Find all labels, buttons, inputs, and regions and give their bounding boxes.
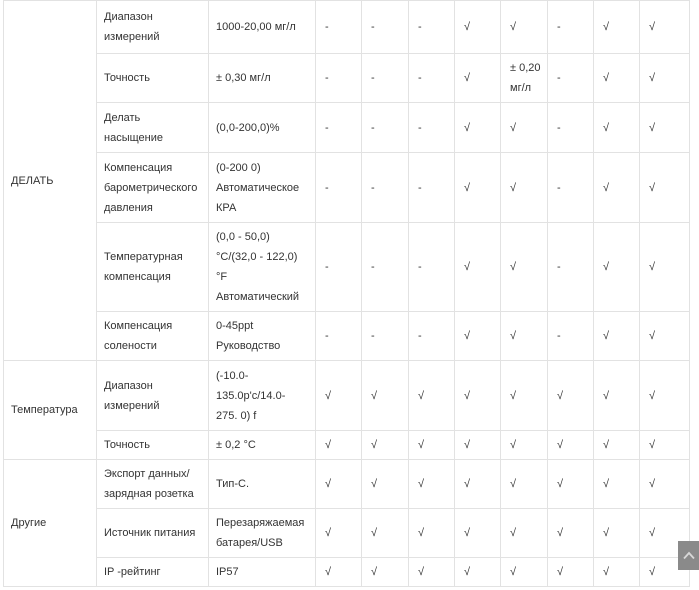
cell-line: Тип-С.	[216, 478, 249, 490]
value-cell	[209, 223, 316, 312]
model-mark-cell: √	[362, 361, 409, 431]
model-mark-cell: √	[594, 223, 640, 312]
model-mark-cell: √	[594, 153, 640, 223]
model-mark-cell: √	[455, 223, 501, 312]
parameter-cell	[97, 103, 209, 153]
model-mark-cell: √	[409, 558, 455, 587]
value-cell	[209, 1, 316, 54]
model-mark-cell: √	[548, 431, 594, 460]
cell-line: ± 0,30 мг/л	[216, 72, 271, 84]
cell-line: измерений	[104, 31, 160, 43]
value-cell	[209, 54, 316, 103]
model-mark-cell: √	[455, 431, 501, 460]
parameter-cell	[97, 312, 209, 361]
cell-line: Руководство	[216, 340, 281, 352]
model-mark-cell: -	[548, 153, 594, 223]
group-name-cell: Температура	[4, 361, 97, 460]
model-mark-cell: √	[455, 103, 501, 153]
model-mark-cell: √	[501, 509, 548, 558]
cell-line: батарея/USB	[216, 537, 283, 549]
model-mark-cell: √	[409, 509, 455, 558]
parameter-cell	[97, 460, 209, 509]
cell-line: Компенсация	[104, 161, 173, 174]
model-mark-cell: √	[640, 312, 690, 361]
model-mark-cell: √	[455, 312, 501, 361]
model-mark-cell: √	[640, 431, 690, 460]
value-cell	[209, 312, 316, 361]
model-mark-cell: √	[362, 460, 409, 509]
model-mark-cell: -	[409, 103, 455, 153]
model-mark-cell: √	[594, 431, 640, 460]
model-mark-cell: √	[455, 558, 501, 587]
model-mark-cell: -	[316, 103, 362, 153]
parameter-cell	[97, 223, 209, 312]
cell-line: компенсация	[104, 271, 171, 283]
model-mark-cell: -	[548, 54, 594, 103]
model-mark-cell: √	[640, 103, 690, 153]
model-mark-cell: √	[316, 558, 362, 587]
model-mark-cell: √	[594, 54, 640, 103]
model-mark-cell: √	[316, 361, 362, 431]
table-row	[4, 558, 690, 587]
cell-line: мг/л	[510, 82, 532, 94]
group-name-cell: Другие	[4, 460, 97, 587]
cell-line: Компенсация	[104, 320, 173, 332]
model-mark-cell	[501, 54, 548, 103]
parameter-cell	[97, 153, 209, 223]
model-mark-cell: √	[548, 558, 594, 587]
model-mark-cell: -	[362, 312, 409, 361]
cell-line: Точность	[104, 439, 150, 451]
value-cell	[209, 558, 316, 587]
model-mark-cell: √	[640, 558, 690, 587]
value-cell	[209, 103, 316, 153]
cell-line: 1000-20,00 мг/л	[216, 21, 296, 33]
table-row	[4, 153, 690, 223]
spec-table	[3, 0, 690, 587]
value-cell	[209, 153, 316, 223]
parameter-cell	[97, 1, 209, 54]
cell-line: Делать	[104, 111, 141, 124]
cell-line: КРА	[216, 201, 237, 214]
model-mark-cell: -	[409, 223, 455, 312]
model-mark-cell: -	[316, 1, 362, 54]
parameter-cell	[97, 558, 209, 587]
model-mark-cell: √	[316, 460, 362, 509]
cell-line: Источник питания	[104, 527, 196, 539]
model-mark-cell: √	[501, 361, 548, 431]
model-mark-cell: √	[409, 361, 455, 431]
model-mark-cell: -	[362, 54, 409, 103]
model-mark-cell: √	[594, 312, 640, 361]
model-mark-cell: √	[594, 509, 640, 558]
table-row	[4, 509, 690, 558]
model-mark-cell: √	[362, 431, 409, 460]
model-mark-cell: √	[640, 223, 690, 312]
model-mark-cell: -	[409, 1, 455, 54]
model-mark-cell: -	[548, 1, 594, 54]
cell-line: IP57	[216, 566, 239, 578]
cell-line: барометрического	[104, 181, 198, 194]
value-cell	[209, 361, 316, 431]
cell-line: IP -рейтинг	[104, 566, 161, 578]
parameter-cell	[97, 509, 209, 558]
scroll-to-top-button[interactable]	[678, 541, 699, 570]
model-mark-cell: -	[409, 312, 455, 361]
model-mark-cell: -	[548, 312, 594, 361]
cell-line: зарядная розетка	[104, 488, 194, 500]
cell-line: 0-45ppt	[216, 320, 254, 332]
group-name-cell: ДЕЛАТЬ	[4, 1, 97, 361]
cell-line: измерений	[104, 399, 160, 412]
table-row	[4, 1, 690, 54]
value-cell	[209, 431, 316, 460]
cell-line: (0,0 - 50,0)	[216, 231, 270, 243]
table-row	[4, 103, 690, 153]
model-mark-cell: √	[548, 509, 594, 558]
model-mark-cell: √	[594, 103, 640, 153]
cell-line: (-10.0-	[216, 369, 249, 382]
model-mark-cell: √	[640, 153, 690, 223]
table-row	[4, 460, 690, 509]
cell-line: Экспорт данных/	[104, 468, 190, 480]
model-mark-cell: √	[594, 460, 640, 509]
model-mark-cell: √	[640, 361, 690, 431]
model-mark-cell: √	[501, 558, 548, 587]
model-mark-cell: √	[548, 361, 594, 431]
model-mark-cell: √	[640, 1, 690, 54]
cell-line: 135.0p'c/14.0-	[216, 389, 286, 402]
model-mark-cell: √	[316, 509, 362, 558]
chevron-up-icon	[683, 551, 695, 560]
table-row	[4, 431, 690, 460]
model-mark-cell: √	[501, 1, 548, 54]
value-cell	[209, 509, 316, 558]
cell-line: Перезаряжаемая	[216, 517, 305, 529]
model-mark-cell: √	[594, 558, 640, 587]
model-mark-cell: √	[501, 431, 548, 460]
model-mark-cell: -	[316, 54, 362, 103]
model-mark-cell: √	[455, 460, 501, 509]
model-mark-cell: √	[455, 361, 501, 431]
cell-line: Автоматическое	[216, 181, 300, 194]
model-mark-cell: √	[501, 223, 548, 312]
model-mark-cell: -	[362, 153, 409, 223]
model-mark-cell: √	[362, 509, 409, 558]
parameter-cell	[97, 361, 209, 431]
cell-line: ± 0,2 °C	[216, 439, 256, 451]
cell-line: °F	[216, 271, 228, 283]
model-mark-cell: √	[501, 153, 548, 223]
model-mark-cell: -	[548, 223, 594, 312]
model-mark-cell: √	[501, 103, 548, 153]
table-row	[4, 223, 690, 312]
model-mark-cell: -	[362, 103, 409, 153]
value-cell	[209, 460, 316, 509]
model-mark-cell: √	[640, 509, 690, 558]
model-mark-cell: √	[640, 460, 690, 509]
model-mark-cell: √	[409, 460, 455, 509]
model-mark-cell: -	[316, 223, 362, 312]
cell-line: Точность	[104, 72, 150, 84]
model-mark-cell: -	[362, 223, 409, 312]
model-mark-cell: -	[409, 54, 455, 103]
model-mark-cell: -	[316, 153, 362, 223]
cell-line: Диапазон	[104, 379, 153, 392]
model-mark-cell: √	[455, 54, 501, 103]
parameter-cell	[97, 54, 209, 103]
cell-line: солености	[104, 340, 157, 352]
model-mark-cell: √	[594, 361, 640, 431]
cell-line: °C/(32,0 - 122,0)	[216, 251, 298, 263]
model-mark-cell: √	[362, 558, 409, 587]
model-mark-cell: -	[548, 103, 594, 153]
model-mark-cell: √	[455, 509, 501, 558]
cell-line: давления	[104, 201, 153, 214]
model-mark-cell: √	[501, 312, 548, 361]
model-mark-cell: √	[594, 1, 640, 54]
table-row	[4, 361, 690, 431]
model-mark-cell: √	[316, 431, 362, 460]
model-mark-cell: √	[455, 153, 501, 223]
cell-line: Температурная	[104, 251, 183, 263]
model-mark-cell: √	[501, 460, 548, 509]
table-row	[4, 312, 690, 361]
cell-line: Автоматический	[216, 291, 300, 303]
model-mark-cell: √	[409, 431, 455, 460]
table-row	[4, 54, 690, 103]
model-mark-cell: -	[362, 1, 409, 54]
cell-line: 275. 0) f	[216, 409, 257, 422]
cell-line: Диапазон	[104, 11, 153, 23]
model-mark-cell: √	[548, 460, 594, 509]
cell-line: (0,0-200,0)%	[216, 121, 280, 134]
cell-line: ± 0,20	[510, 62, 541, 74]
parameter-cell	[97, 431, 209, 460]
model-mark-cell: √	[640, 54, 690, 103]
model-mark-cell: √	[455, 1, 501, 54]
model-mark-cell: -	[409, 153, 455, 223]
model-mark-cell: -	[316, 312, 362, 361]
cell-line: (0-200 0)	[216, 161, 261, 174]
cell-line: насыщение	[104, 131, 163, 144]
